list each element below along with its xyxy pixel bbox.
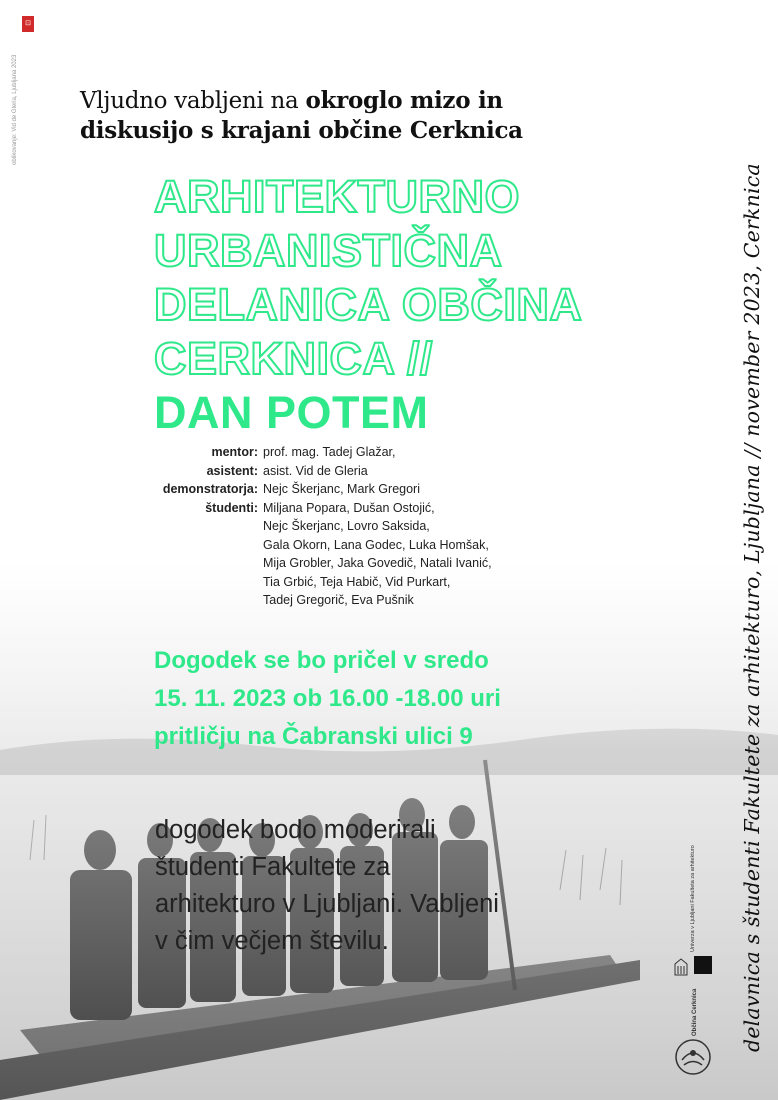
- university-crest-icon: [674, 958, 688, 976]
- credit-row: [150, 573, 543, 592]
- poster-title: [154, 170, 582, 440]
- designer-logo: ⊡: [22, 16, 34, 32]
- credit-names: Nejc Škerjanc, Mark Gregori: [263, 482, 420, 496]
- design-credit: oblikovanje: Vid de Gleria, Ljubljana 2023: [12, 54, 18, 165]
- title-line-4: CERKNICA //: [154, 333, 433, 384]
- title-line-2: URBANISTIČNA: [154, 225, 503, 276]
- credit-role: [150, 573, 263, 592]
- event-line-2: 15. 11. 2023 ob 16.00 -18.00 uri: [154, 685, 501, 712]
- credits-list: [150, 443, 543, 610]
- invitation-text: [80, 86, 523, 146]
- credit-role: mentor:: [211, 445, 258, 459]
- description-line-1: dogodek bodo moderirali: [155, 816, 436, 844]
- event-description: [155, 812, 499, 960]
- invitation-line2: diskusijo s krajani občine Cerknica: [80, 117, 523, 144]
- faculty-mark-icon: [694, 956, 712, 974]
- vertical-caption: delavnica s študenti Fakultete za arhitekturo, Ljubljana // november 2023, Cerknica: [740, 163, 764, 1052]
- credit-role: [150, 517, 263, 536]
- credit-role: [150, 591, 263, 610]
- credit-names: Mija Grobler, Jaka Govedič, Natali Ivanić,: [263, 556, 492, 570]
- event-line-1: Dogodek se bo pričel v sredo: [154, 647, 489, 674]
- credit-row: [150, 499, 543, 518]
- credit-role: [150, 554, 263, 573]
- invitation-bold: okroglo mizo in: [305, 87, 503, 114]
- municipality-logo-text: Občina Cerknica: [692, 988, 698, 1036]
- university-logo: [672, 845, 712, 982]
- title-subtitle: DAN POTEM: [154, 387, 429, 438]
- title-line-1: ARHITEKTURNO: [154, 171, 520, 222]
- credit-names: Miljana Popara, Dušan Ostojić,: [263, 500, 435, 515]
- event-details: [154, 642, 501, 756]
- credit-row: [150, 591, 543, 610]
- credit-role: [150, 536, 263, 555]
- credit-names: Gala Okorn, Lana Godec, Luka Homšak,: [263, 537, 489, 552]
- credit-names: asist. Vid de Gleria: [263, 463, 368, 478]
- credit-row: [150, 480, 543, 499]
- credit-role: asistent:: [206, 463, 258, 478]
- invitation-lead: Vljudno vabljeni na: [80, 88, 306, 114]
- credit-row: [150, 517, 543, 536]
- credit-names: Tia Grbić, Teja Habič, Vid Purkart,: [263, 574, 451, 589]
- title-line-3: DELANICA OBČINA: [154, 279, 583, 330]
- credit-names: Tadej Gregorič, Eva Pušnik: [263, 593, 414, 607]
- credit-row: [150, 462, 543, 481]
- event-line-3: pritličju na Čabranski ulici 9: [154, 723, 473, 750]
- credit-row: [150, 443, 543, 462]
- description-line-3: arhitekturo v Ljubljani. Vabljeni: [155, 890, 499, 918]
- credit-row: [150, 554, 543, 573]
- credit-names: Nejc Škerjanc, Lovro Saksida,: [263, 519, 430, 533]
- credit-row: [150, 536, 543, 555]
- municipality-crest-icon: [674, 1038, 712, 1076]
- municipality-logo: [674, 988, 714, 1080]
- description-line-4: v čim večjem številu.: [155, 927, 389, 955]
- credit-role: demonstratorja:: [162, 482, 258, 496]
- credit-names: prof. mag. Tadej Glažar,: [263, 445, 396, 459]
- description-line-2: študenti Fakultete za: [155, 853, 391, 881]
- credit-role: študenti:: [205, 500, 258, 515]
- university-logo-text: Univerza v Ljubljani Fakulteta za arhitekturo: [690, 845, 696, 952]
